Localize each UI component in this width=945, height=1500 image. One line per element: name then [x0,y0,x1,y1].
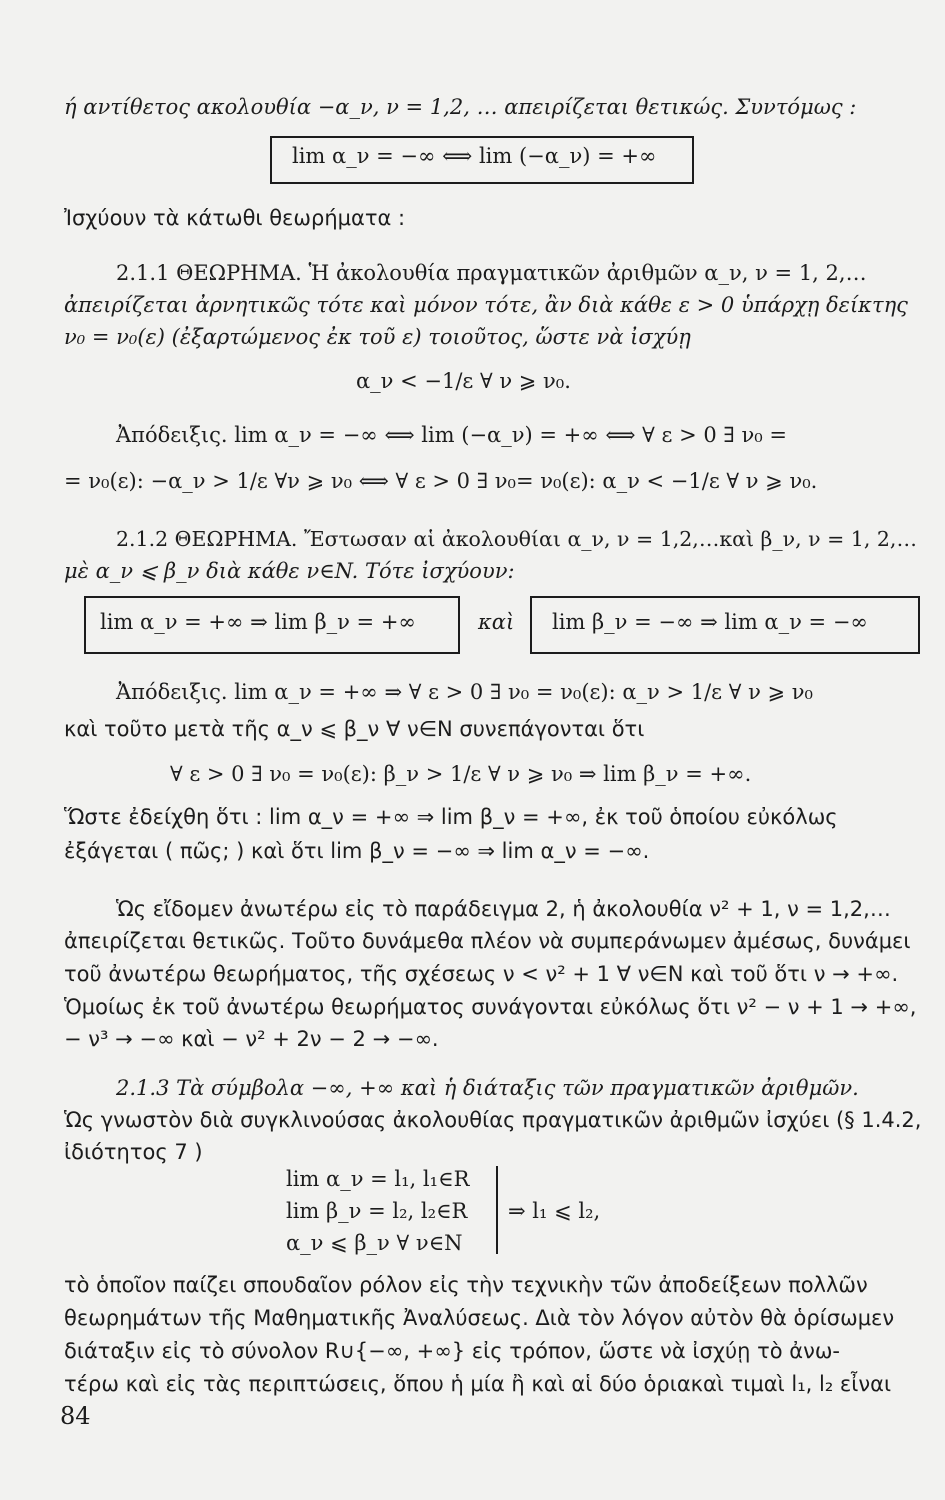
theorem-2-1-2-heading: 2.1.2 ΘΕΩΡΗΜΑ. Ἔστωσαν αἱ ἀκολουθίαι α_ν, ν = 1,2,…καὶ β_ν, ν = 1, 2,… [116,527,917,551]
section-2-1-3-heading: 2.1.3 Τὰ σύμβολα −∞, +∞ καὶ ἡ διάταξις τῶν πραγματικῶν ἀριθμῶν. [116,1076,859,1100]
section-2-1-3-line-3: ἰδιότητος 7 ) [64,1140,203,1164]
system-line-3: α_ν ⩽ β_ν ∀ ν∈N [286,1231,463,1255]
text-line-1: ή αντίθετος ακολουθία −α_ν, ν = 1,2, … απειρίζεται θετικώς. Συντόμως : [64,95,857,119]
proof-2-1-1-line-1: Ἀπόδειξις. lim α_ν = −∞ ⟺ lim (−α_ν) = +∞ ⟺ ∀ ε > 0 ∃ ν₀ = [116,423,787,447]
and-word: καὶ [478,610,515,634]
proof-2-1-1-line-2: = ν₀(ε): −α_ν > 1/ε ∀ν ⩾ ν₀ ⟺ ∀ ε > 0 ∃ ν₀= ν₀(ε): α_ν < −1/ε ∀ ν ⩾ ν₀. [64,469,818,493]
system-brace [496,1166,498,1254]
proof-2-1-2-line-5: ἐξάγεται ( πῶς; ) καὶ ὅτι lim β_ν = −∞ ⇒ lim α_ν = −∞. [64,839,650,863]
example-paragraph-line-4: Ὁμοίως ἐκ τοῦ ἀνωτέρω θεωρήματος συνάγονται εὐκόλως ὅτι ν² − ν + 1 → +∞, [64,995,917,1019]
text-line-3: Ἰσχύουν τὰ κάτωθι θεωρήματα : [64,206,406,230]
system-conclusion: ⇒ l₁ ⩽ l₂, [508,1199,601,1223]
closing-paragraph-line-1: τὸ ὁποῖον παίζει σπουδαῖον ρόλον εἰς τὴν τεχνικὴν τῶν ἀποδείξεων πολλῶν [64,1273,868,1297]
closing-paragraph-line-2: θεωρημάτων τῆς Μαθηματικῆς Ἀναλύσεως. Διὰ τὸν λόγον αὐτὸν θὰ ὁρίσωμεν [64,1306,895,1330]
section-2-1-3-line-2: Ὡς γνωστὸν διὰ συγκλινούσας ἀκολουθίας πραγματικῶν ἀριθμῶν ἰσχύει (§ 1.4.2, [64,1108,922,1132]
example-paragraph-line-5: − ν³ → −∞ καὶ − ν² + 2ν − 2 → −∞. [64,1027,439,1051]
example-paragraph-line-1: Ὡς εἴδομεν ἀνωτέρω εἰς τὸ παράδειγμα 2, ἡ ἀκολουθία ν² + 1, ν = 1,2,… [116,897,891,921]
theorem-2-1-1-heading: 2.1.1 ΘΕΩΡΗΜΑ. Ἡ ἀκολουθία πραγματικῶν ἀριθμῶν α_ν, ν = 1, 2,… [116,261,867,285]
theorem-2-1-1-line-3: ν₀ = ν₀(ε) (ἐξαρτώμενος ἐκ τοῦ ε) τοιοῦτος, ὥστε νὰ ἰσχύῃ [64,325,691,349]
proof-2-1-2-line-1: Ἀπόδειξις. lim α_ν = +∞ ⇒ ∀ ε > 0 ∃ ν₀ = ν₀(ε): α_ν > 1/ε ∀ ν ⩾ ν₀ [116,680,813,704]
proof-2-1-2-line-2: καὶ τοῦτο μετὰ τῆς α_ν ⩽ β_ν ∀ ν∈N συνεπάγονται ὅτι [64,717,645,741]
theorem-2-1-1-formula: α_ν < −1/ε ∀ ν ⩾ ν₀. [356,369,571,393]
framed-implication-left-text: lim α_ν = +∞ ⇒ lim β_ν = +∞ [100,610,416,634]
closing-paragraph-line-3: διάταξιν εἰς τὸ σύνολον R∪{−∞, +∞} εἰς τρόπον, ὥστε νὰ ἰσχύῃ τὸ ἀνω- [64,1339,840,1363]
proof-2-1-2-line-4: Ὥστε ἐδείχθη ὅτι : lim α_ν = +∞ ⇒ lim β_ν = +∞, ἐκ τοῦ ὁποίου εὐκόλως [64,805,838,829]
example-paragraph-line-2: ἀπειρίζεται θετικῶς. Τοῦτο δυνάμεθα πλέον νὰ συμπεράνωμεν ἀμέσως, δυνάμει [64,929,911,953]
system-line-2: lim β_ν = l₂, l₂∈R [286,1199,468,1223]
theorem-2-1-2-line-2: μὲ α_ν ⩽ β_ν διὰ κάθε ν∈N. Τότε ἰσχύουν: [64,559,515,583]
closing-paragraph-line-4: τέρω καὶ εἰς τὰς περιπτώσεις, ὅπου ἡ μία ἢ καὶ αἱ δύο ὁριακαὶ τιμαὶ l₁, l₂ εἶναι [64,1372,892,1396]
example-paragraph-line-3: τοῦ ἀνωτέρω θεωρήματος, τῆς σχέσεως ν < ν² + 1 ∀ ν∈N καὶ τοῦ ὅτι ν → +∞. [64,962,899,986]
system-line-1: lim α_ν = l₁, l₁∈R [286,1167,470,1191]
proof-2-1-2-formula: ∀ ε > 0 ∃ ν₀ = ν₀(ε): β_ν > 1/ε ∀ ν ⩾ ν₀ ⇒ lim β_ν = +∞. [170,762,752,786]
framed-equation-1-text: lim α_ν = −∞ ⟺ lim (−α_ν) = +∞ [292,144,657,168]
page-number: 84 [60,1402,91,1430]
theorem-2-1-1-line-2: ἀπειρίζεται ἀρνητικῶς τότε καὶ μόνον τότε, ἂν διὰ κάθε ε > 0 ὑπάρχῃ δείκτης [64,293,908,317]
framed-implication-right-text: lim β_ν = −∞ ⇒ lim α_ν = −∞ [552,610,868,634]
